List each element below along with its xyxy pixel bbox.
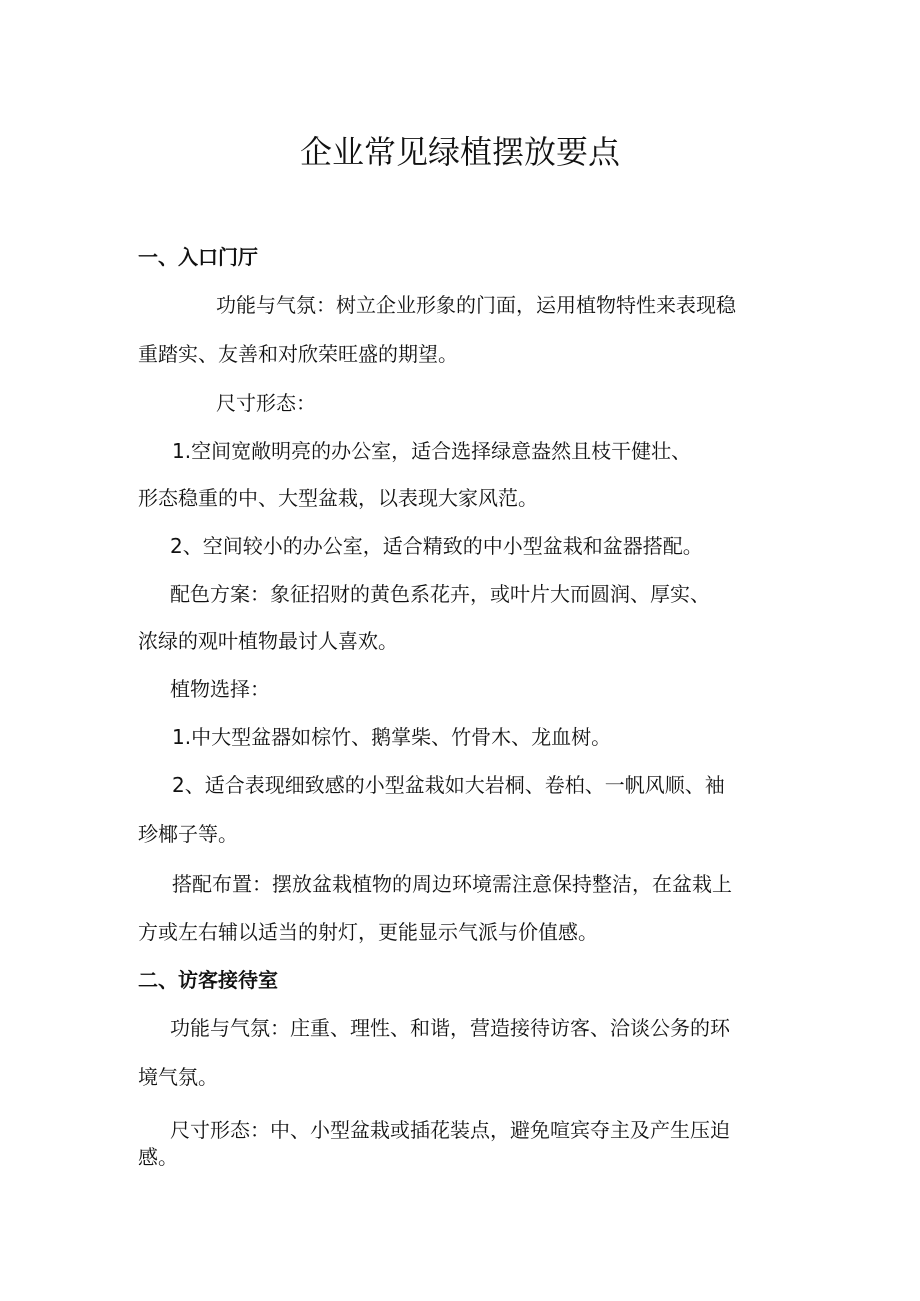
paragraph-line: 功能与气氛：树立企业形象的门面，运用植物特性来表现稳 (216, 293, 736, 317)
paragraph-line: 1.空间宽敞明亮的办公室，适合选择绿意盎然且枝干健壮、 (172, 439, 692, 463)
paragraph-line: 植物选择： (170, 677, 270, 701)
paragraph-line: 功能与气氛：庄重、理性、和谐，营造接待访客、洽谈公务的环 (170, 1016, 730, 1040)
paragraph-line: 尺寸形态： (216, 391, 316, 415)
paragraph-line: 2、适合表现细致感的小型盆栽如大岩桐、卷柏、一帆风顺、袖 (172, 773, 725, 797)
paragraph-line: 境气氛。 (138, 1065, 218, 1089)
paragraph-line: 形态稳重的中、大型盆栽，以表现大家风范。 (138, 486, 538, 510)
paragraph-line: 浓绿的观叶植物最讨人喜欢。 (138, 629, 398, 653)
section-heading-entrance: 一、入口门厅 (138, 245, 258, 269)
section-heading-reception: 二、访客接待室 (138, 968, 278, 992)
paragraph-line: 搭配布置：摆放盆栽植物的周边环境需注意保持整洁，在盆栽上 (172, 872, 732, 896)
paragraph-line: 重踏实、友善和对欣荣旺盛的期望。 (138, 342, 458, 366)
page-title: 企业常见绿植摆放要点 (299, 133, 620, 171)
paragraph-line: 1.中大型盆器如棕竹、鹅掌柴、竹骨木、龙血树。 (172, 725, 612, 749)
paragraph-line: 2、空间较小的办公室，适合精致的中小型盆栽和盆器搭配。 (170, 534, 703, 558)
paragraph-line: 方或左右辅以适当的射灯，更能显示气派与价值感。 (138, 920, 598, 944)
paragraph-line: 配色方案：象征招财的黄色系花卉，或叶片大而圆润、厚实、 (170, 582, 710, 606)
paragraph-line: 感。 (138, 1145, 178, 1169)
paragraph-line: 尺寸形态：中、小型盆栽或插花装点，避免喧宾夺主及产生压迫 (170, 1118, 730, 1142)
paragraph-line: 珍椰子等。 (138, 822, 238, 846)
